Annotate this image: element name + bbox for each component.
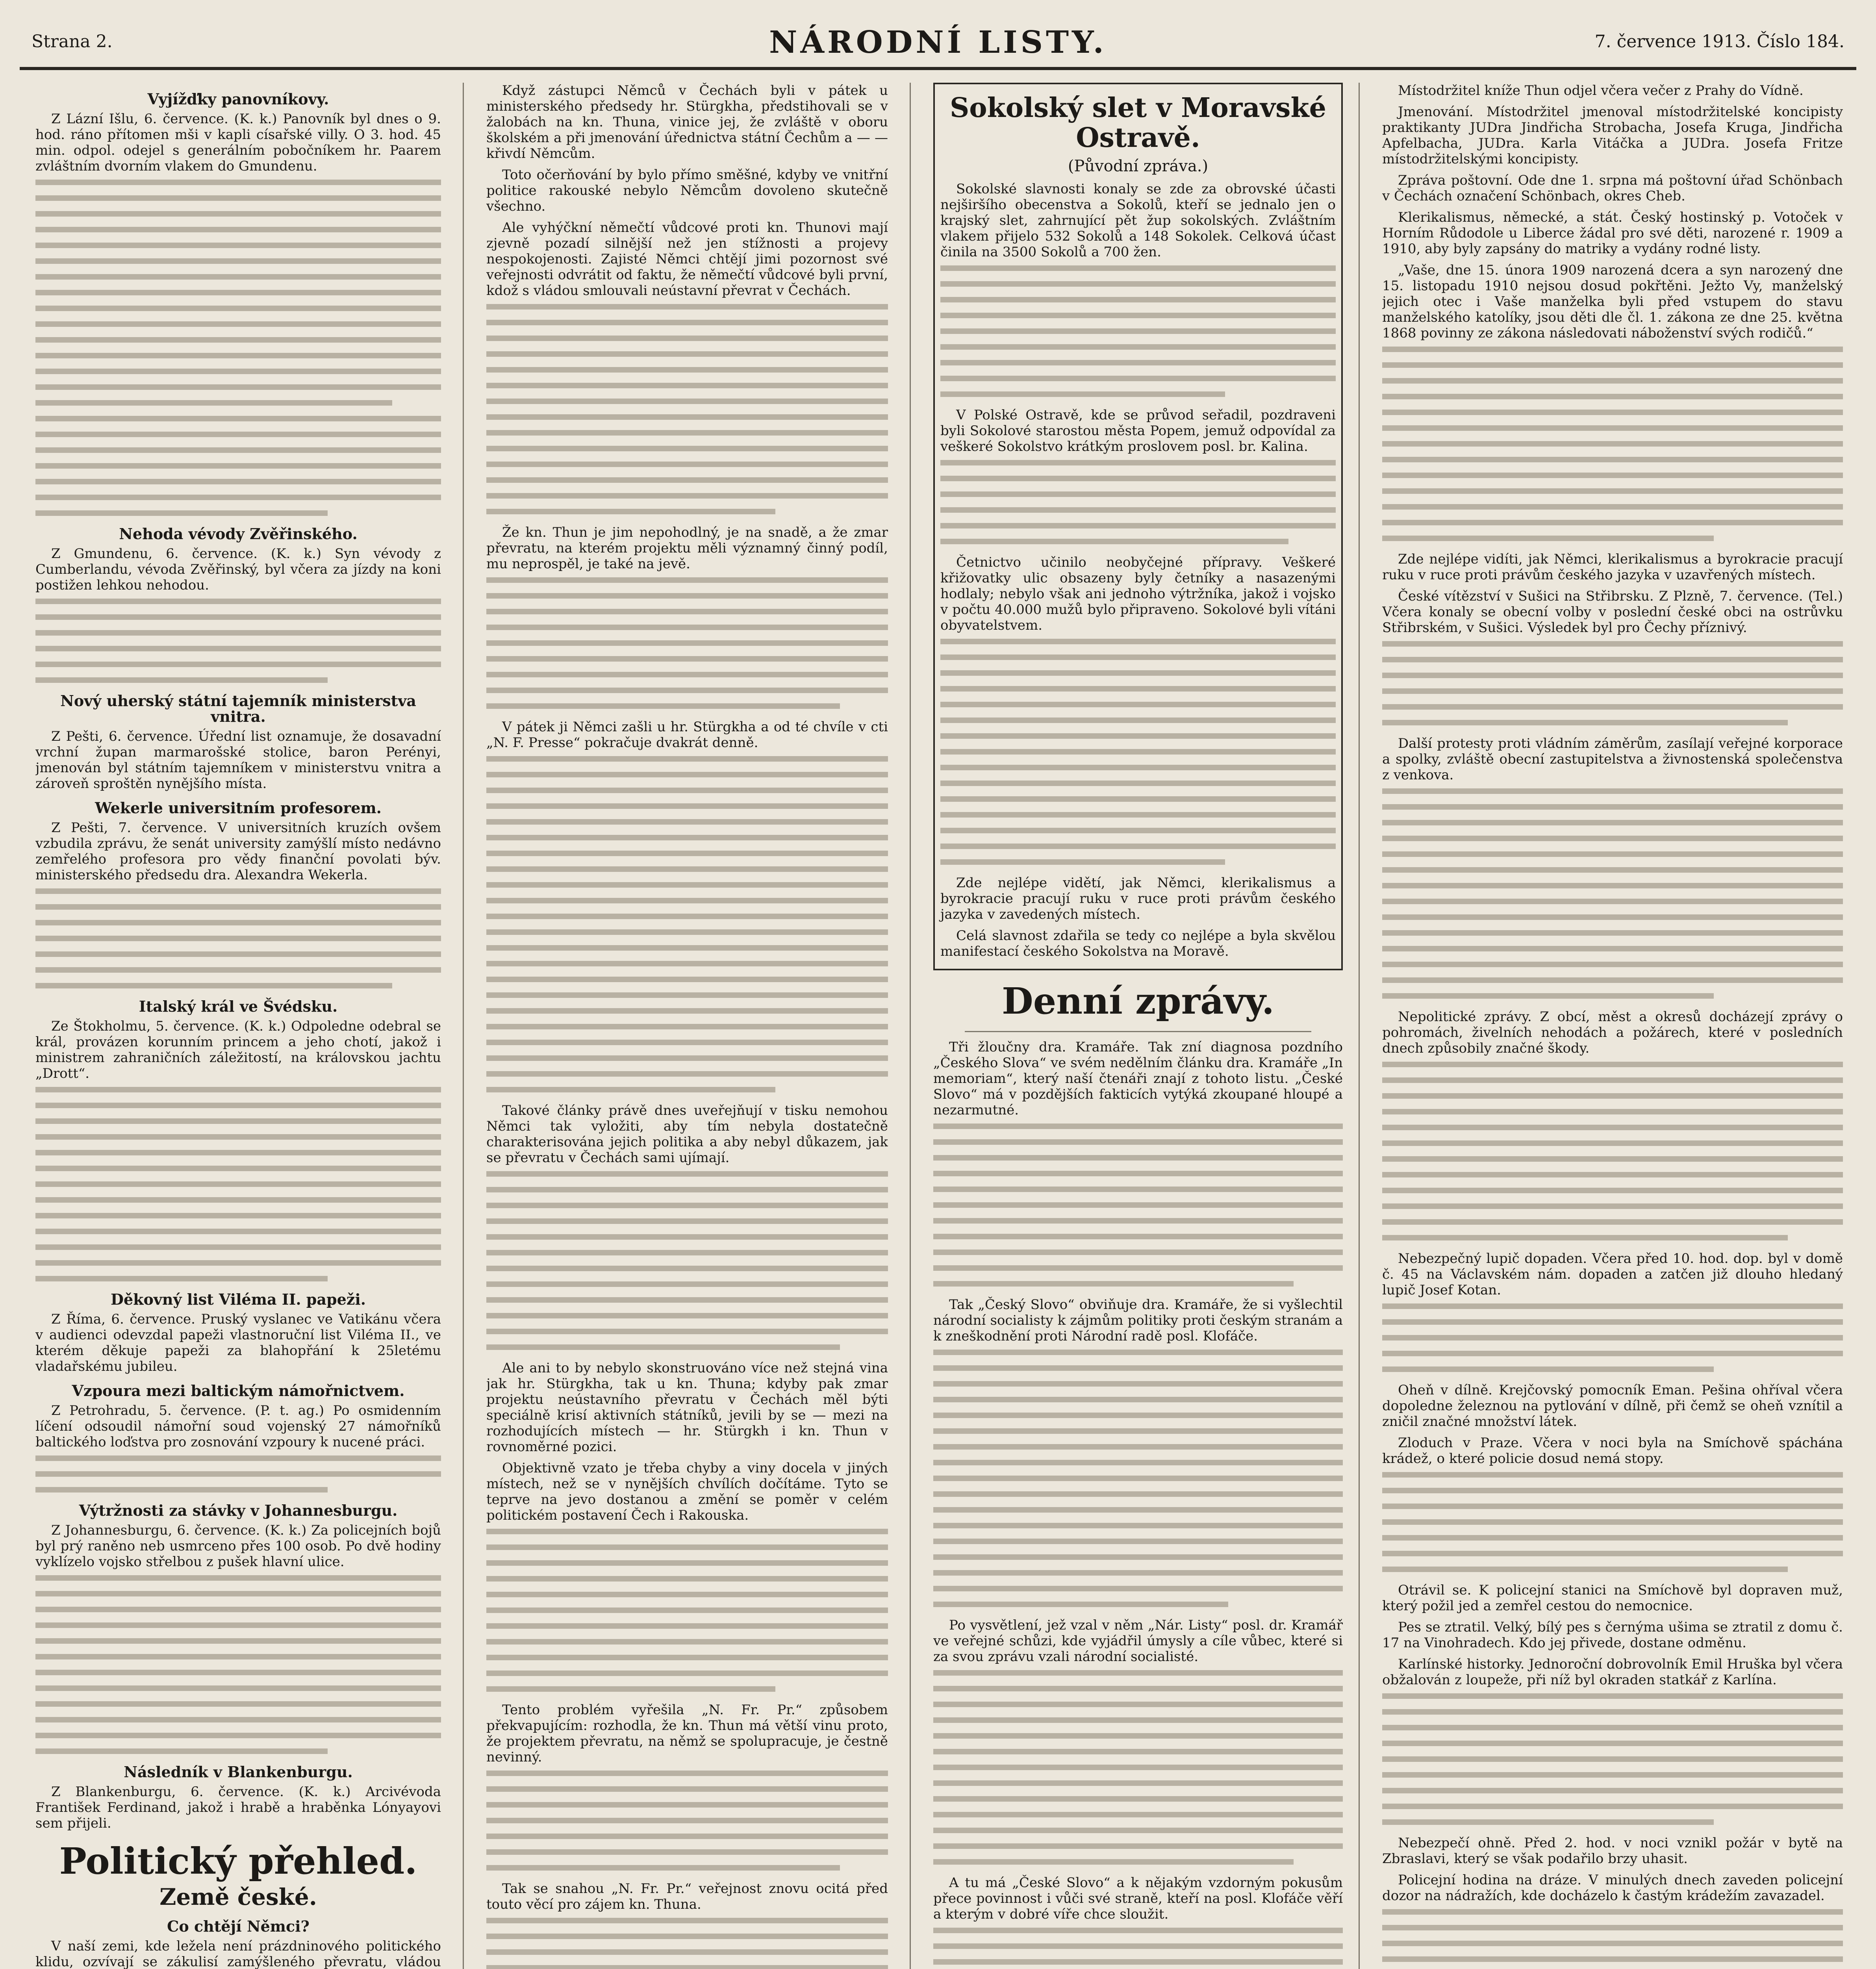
column-3 (933, 83, 1343, 1969)
article-paragraph: V Polské Ostravě, kde se průvod seřadil, pozdraveni byli Sokolové starostou města Popem, jemuž odpovídal za veškeré Sokolstvo krátkým proslovem posl. br. Kalina. (940, 407, 1336, 454)
text-lines-placeholder (1382, 788, 1843, 999)
text-lines-placeholder (35, 1087, 441, 1281)
article-paragraph: Oheň v dílně. Krejčovský pomocník Eman. Pešina ohříval včera dopoledne železnou na pytlování v dílně, při čemž se oheň vznítil a zničil značné množství látek. (1382, 1382, 1843, 1429)
issue-date: 7. července 1913. Číslo 184. (1594, 32, 1844, 52)
section-heading-denni-zpravy: Denní zprávy. (1001, 980, 1275, 1022)
text-lines-placeholder (1382, 641, 1843, 725)
article-heading: Vzpoura mezi baltickým námořnictvem. (72, 1382, 405, 1400)
text-lines-placeholder (35, 1575, 441, 1754)
article-paragraph: Z Gmundenu, 6. července. (K. k.) Syn vévody z Cumberlandu, vévoda Zvěřinský, byl včera za jízdy na koni postižen lehkou nehodou. (35, 546, 441, 593)
text-lines-placeholder (35, 1455, 441, 1493)
article-paragraph: Ze Štokholmu, 5. července. (K. k.) Odpoledne odebral se král, provázen korunním princem a jeho chotí, jakož i ministrem zahraničních záležitostí, na královskou jachtu „Drott“. (35, 1018, 441, 1081)
column-2 (486, 83, 888, 1969)
article-paragraph: A tu má „České Slovo“ a k nějakým vzdorným pokusům přece povinnost i vůči své straně, kteří na posl. Klofáče věří a kterým v dobré víře chce sloužit. (933, 1875, 1343, 1922)
article-paragraph: Takové články právě dnes uveřejňují v tisku nemohou Němci tak vyložiti, aby tím nebyla dostatečně charakterisována jejich politika a aby nebyl důkazem, jak se převratu v Čechách sami ujímají. (486, 1103, 888, 1166)
text-lines-placeholder (1382, 347, 1843, 541)
text-lines-placeholder (940, 265, 1336, 397)
article-paragraph: Policejní hodina na dráze. V minulých dnech zaveden policejní dozor na nádražích, kde docházelo k častým krádežím zavazadel. (1382, 1872, 1843, 1904)
text-lines-placeholder (933, 1928, 1343, 1969)
article-paragraph: Tento problém vyřešila „N. Fr. Pr.“ způsobem překvapujícím: rozhodla, že kn. Thun má větší vinu proto, že projektem převratu, na němž se spolupracuje, je čestně nevinný. (486, 1702, 888, 1765)
article-paragraph: V pátek ji Němci zašli u hr. Stürgkha a od té chvíle v cti „N. F. Presse“ pokračuje dvakrát denně. (486, 719, 888, 751)
text-lines-placeholder (1382, 1909, 1843, 1969)
text-lines-placeholder (940, 639, 1336, 865)
article-paragraph: Karlínské historky. Jednoroční dobrovolník Emil Hruška byl včera obžalován z loupeže, při níž byl okraden statkář z Karlína. (1382, 1656, 1843, 1688)
article-paragraph: V naší zemi, kde ležela není prázdninového politického klidu, ozvívají se zákulisí zamýšleného převratu, vládou (35, 1938, 441, 1969)
article-heading: Následník v Blankenburgu. (124, 1763, 353, 1781)
separator-rule (965, 1031, 1311, 1032)
article-paragraph: Ale vyhýčkní němečtí vůdcové proti kn. Thunovi mají zjevně pozadí silnější než jen stížnosti a projevy nespokojenosti. Zajisté Němci chtějí jimi pozornost své veřejnosti odvrátit od faktu, že němečtí vůdcové byli první, kdož s vládou smlouvali neústavní převrat v Čechách. (486, 220, 888, 299)
article-paragraph: Zpráva poštovní. Ode dne 1. srpna má poštovní úřad Schönbach v Čechách označení Schönbach, okres Cheb. (1382, 172, 1843, 204)
article-paragraph: Sokolské slavnosti konaly se zde za obrovské účasti nejširšího obecenstva a Sokolů, kteří se jednalo jen o krajský slet, zahrnující pět žup sokolských. Zvláštním vlakem přijelo 532 Sokolů a 148 Sokolek. Celková účast činila na 3500 Sokolů a 700 žen. (940, 181, 1336, 260)
article-paragraph: Z Pešti, 7. července. V universitních kruzích ovšem vzbudila zprávu, že senát university zamýšlí místo nedávno zemřelého profesora pro vědy finanční povolati býv. ministerského předsedu dra. Alexandra Wekerla. (35, 820, 441, 883)
text-lines-placeholder (933, 1350, 1343, 1607)
article-paragraph: Že kn. Thun je jim nepohodlný, je na snadě, a že zmar převratu, na kterém projektu měli významný činný podíl, mu neprospěl, je také na jevě. (486, 525, 888, 572)
article-paragraph: Zloduch v Praze. Včera v noci byla na Smíchově spáchána krádež, o které policie dosud nemá stopy. (1382, 1435, 1843, 1467)
article-paragraph: Klerikalismus, německé, a stát. Český hostinský p. Votoček v Horním Růdodole u Liberce žádal pro své děti, narozené r. 1909 a 1910, aby byly zapsány do matriky a vydány rodné listy. (1382, 210, 1843, 257)
text-lines-placeholder (486, 1771, 888, 1871)
article-paragraph: Z Blankenburgu, 6. července. (K. k.) Arcivévoda František Ferdinand, jakož i hrabě a hraběnka Lónyayovi sem přijeli. (35, 1784, 441, 1831)
article-paragraph: Objektivně vzato je třeba chyby a viny docela v jiných místech, než se v nynějších chvílích dočítáme. Tyto se teprve na jevo dostanou a změní se poměr v celém politickém postavení Čech i Rakouska. (486, 1460, 888, 1523)
text-lines-placeholder (486, 577, 888, 709)
article-paragraph: Pes se ztratil. Velký, bílý pes s černýma ušima se ztratil z domu č. 17 na Vinohradech. Kdo jej přivede, dostane odměnu. (1382, 1619, 1843, 1651)
section-subheading: Země české. (159, 1884, 317, 1910)
article-paragraph: Z Lázní Išlu, 6. července. (K. k.) Panovník byl dnes o 9. hod. ráno přítomen mši v kapli císařské villy. O 3. hod. 45 min. odpol. odejel s generálním pobočníkem hr. Paarem zvláštním dvorním vlakem do Gmundenu. (35, 111, 441, 174)
article-paragraph: Z Petrohradu, 5. července. (P. t. ag.) Po osmidenním líčení odsoudil námořní soud vojenský 27 námořníků baltického loďstva pro zosnování vzpoury k nucené práci. (35, 1403, 441, 1450)
column-rule (1359, 83, 1360, 1969)
article-paragraph: Místodržitel kníže Thun odjel včera večer z Prahy do Vídně. (1398, 83, 1804, 98)
article-paragraph: „Vaše, dne 15. února 1909 narozená dcera a syn narozený dne 15. listopadu 1910 nejsou dosud pokřtěni. Ježto Vy, manželský jejich otec i Vaše manželka byli před vstupem do stavu manželského katolíky, jsou děti dle čl. 1. zákona ze dne 25. května 1868 povinny ze zákona následovati náboženství svých rodičů.“ (1382, 262, 1843, 341)
article-paragraph: Četnictvo učinilo neobyčejné přípravy. Veškeré křižovatky ulic obsazeny byly četníky a nasazenými hodlaly; nebylo však ani jednoho výtržníka, jakož i vojsko v počtu 40.000 mužů bylo připraveno. Sokolové byli vítáni obyvatelstvem. (940, 554, 1336, 633)
text-lines-placeholder (35, 888, 441, 988)
article-heading: Italský král ve Švédsku. (139, 997, 338, 1015)
column-4 (1382, 83, 1843, 1969)
article-paragraph: Tak se snahou „N. Fr. Pr.“ veřejnost znovu ocitá před touto věcí pro zájem kn. Thuna. (486, 1881, 888, 1912)
article-paragraph: Jmenování. Místodržitel jmenoval místodržitelské koncipisty praktikanty JUDra Jindřicha Strobacha, Josefa Kruga, Jindřicha Apfelbacha, JUDra. Karla Vitáčka a JUDra. Josefa Fritze místodržitelskými koncipisty. (1382, 104, 1843, 167)
text-lines-placeholder (940, 460, 1336, 544)
article-paragraph: Toto očerňování by bylo přímo směšné, kdyby ve vnitřní politice rakouské nebylo Němcům dovoleno skutečně všechno. (486, 167, 888, 214)
text-lines-placeholder (486, 756, 888, 1092)
article-heading: Děkovný list Viléma II. papeži. (111, 1290, 366, 1308)
column-rule (463, 83, 464, 1969)
column-rule (910, 83, 911, 1969)
article-paragraph: Ale ani to by nebylo skonstruováno více než stejná vina jak hr. Stürgkha, tak u kn. Thuna; kdyby pak zmar projektu neústavního převratu v Čechách měl býti speciálně krisí aktivních státníků, jevili by se — mezi na rozhodujících místech — hr. Stürgkh i kn. Thun v rovnoměrné pozici. (486, 1360, 888, 1455)
box-title: Sokolský slet v Moravské Ostravě. (950, 92, 1326, 154)
text-lines-placeholder (486, 1918, 888, 1969)
article-paragraph: Po vysvětlení, jež vzal v něm „Nár. Listy“ posl. dr. Kramář ve veřejné schůzi, kde vyjádřil úmysly a cíle vůbec, které si za svou zprávu vzali národní socialisté. (933, 1617, 1343, 1665)
section-heading-politicky-prehled: Politický přehled. (59, 1840, 417, 1882)
article-heading: Výtržnosti za stávky v Johannesburgu. (79, 1502, 398, 1519)
text-lines-placeholder (486, 304, 888, 514)
article-paragraph: Zde nejlépe vidíti, jak Němci, klerikalismus a byrokracie pracují ruku v ruce proti právům českého jazyka v uzavřených místech. (1382, 551, 1843, 583)
article-heading: Co chtějí Němci? (167, 1917, 310, 1935)
column-1 (35, 83, 441, 1969)
text-lines-placeholder (1382, 1303, 1843, 1372)
article-paragraph: Z Říma, 6. července. Pruský vyslanec ve Vatikánu včera v audienci odevzdal papeži vlastnoruční list Viléma II., ve kterém děkuje papeži za blahopřání k 25letému vladařskému jubileu. (35, 1311, 441, 1374)
page-header (20, 24, 1856, 70)
box-subtitle: (Původní zpráva.) (1068, 157, 1209, 175)
article-paragraph: Nebezpečí ohně. Před 2. hod. v noci vznikl požár v bytě na Zbraslavi, který se však podařilo brzy uhasit. (1382, 1835, 1843, 1867)
article-paragraph: Tři žloučny dra. Kramáře. Tak zní diagnosa pozdního „Českého Slova“ ve svém nedělním článku dra. Kramáře „In memoriam“, který naší čtenáři znají z tohoto listu. „České Slovo“ má v pozdějších fakticích vytýká zkoupané hloupé a nezarmutné. (933, 1039, 1343, 1118)
page-number: Strana 2. (32, 32, 113, 52)
article-paragraph: Zde nejlépe vidětí, jak Němci, klerikalismus a byrokracie pracují ruku v ruce proti právům českého jazyka v zavedených místech. (940, 875, 1336, 922)
article-paragraph: Když zástupci Němců v Čechách byli v pátek u ministerského předsedy hr. Stürgkha, předstihovali se v žalobách na kn. Thuna, vinice jej, že zvláště v oboru školském a při jmenování úřednictva státní Čechům a — — křivdí Němcům. (486, 83, 888, 161)
article-heading: Wekerle universitním profesorem. (95, 799, 382, 817)
text-lines-placeholder (486, 1171, 888, 1350)
text-lines-placeholder (1382, 1472, 1843, 1572)
text-lines-placeholder (933, 1124, 1343, 1287)
masthead-title: NÁRODNÍ LISTY. (769, 24, 1107, 60)
article-heading: Nový uherský státní tajemník ministerstva vnitra. (60, 692, 416, 725)
boxed-article (933, 83, 1343, 970)
article-heading: Nehoda vévody Zvěřinského. (119, 525, 358, 543)
article-paragraph: Nebezpečný lupič dopaden. Včera před 10. hod. dop. byl v domě č. 45 na Václavském nám. dopaden a zatčen již dlouho hledaný lupič Josef Kotan. (1382, 1251, 1843, 1298)
text-lines-placeholder (486, 1529, 888, 1692)
text-lines-placeholder (35, 180, 441, 516)
text-lines-placeholder (1382, 1062, 1843, 1240)
text-lines-placeholder (35, 599, 441, 683)
article-paragraph: Z Pešti, 6. července. Úřední list oznamuje, že dosavadní vrchní župan marmarošské stolice, baron Perényi, jmenován byl státním tajemníkem v ministerstvu vnitra a zároveň sproštěn nynějšího místa. (35, 729, 441, 792)
article-paragraph: Z Johannesburgu, 6. července. (K. k.) Za policejních bojů byl prý raněno neb usmrceno přes 100 osob. Po dvě hodiny vyklízelo vojsko střelbou z pušek hlavní ulice. (35, 1522, 441, 1570)
text-lines-placeholder (933, 1670, 1343, 1865)
text-lines-placeholder (1382, 1693, 1843, 1825)
article-paragraph: Tak „Český Slovo“ obviňuje dra. Kramáře, že si vyšlechtil národní socialisty k zájmům politiky proti českým stranám a k zneškodnění proti Národní radě posl. Klofáče. (933, 1297, 1343, 1344)
article-paragraph: Nepolitické zprávy. Z obcí, měst a okresů docházejí zprávy o pohromách, živelních nehodách a požárech, které v posledních dnech způsobily značné škody. (1382, 1009, 1843, 1056)
article-paragraph: Další protesty proti vládním záměrům, zasílají veřejné korporace a spolky, zvláště obecní zastupitelstva a živnostenská společenstva z venkova. (1382, 736, 1843, 783)
article-paragraph: Celá slavnost zdařila se tedy co nejlépe a byla skvělou manifestací českého Sokolstva na Moravě. (940, 928, 1336, 959)
article-paragraph: Otrávil se. K policejní stanici na Smíchově byl dopraven muž, který požil jed a zemřel cestou do nemocnice. (1382, 1582, 1843, 1614)
article-heading: Vyjížďky panovníkovy. (147, 90, 329, 108)
article-paragraph: České vítězství v Sušici na Střibrsku. Z Plzně, 7. července. (Tel.) Včera konaly se obecní volby v poslední české obci na ostrůvku Střibrském, v Sušici. Výsledek byl pro Čechy příznivý. (1382, 588, 1843, 636)
